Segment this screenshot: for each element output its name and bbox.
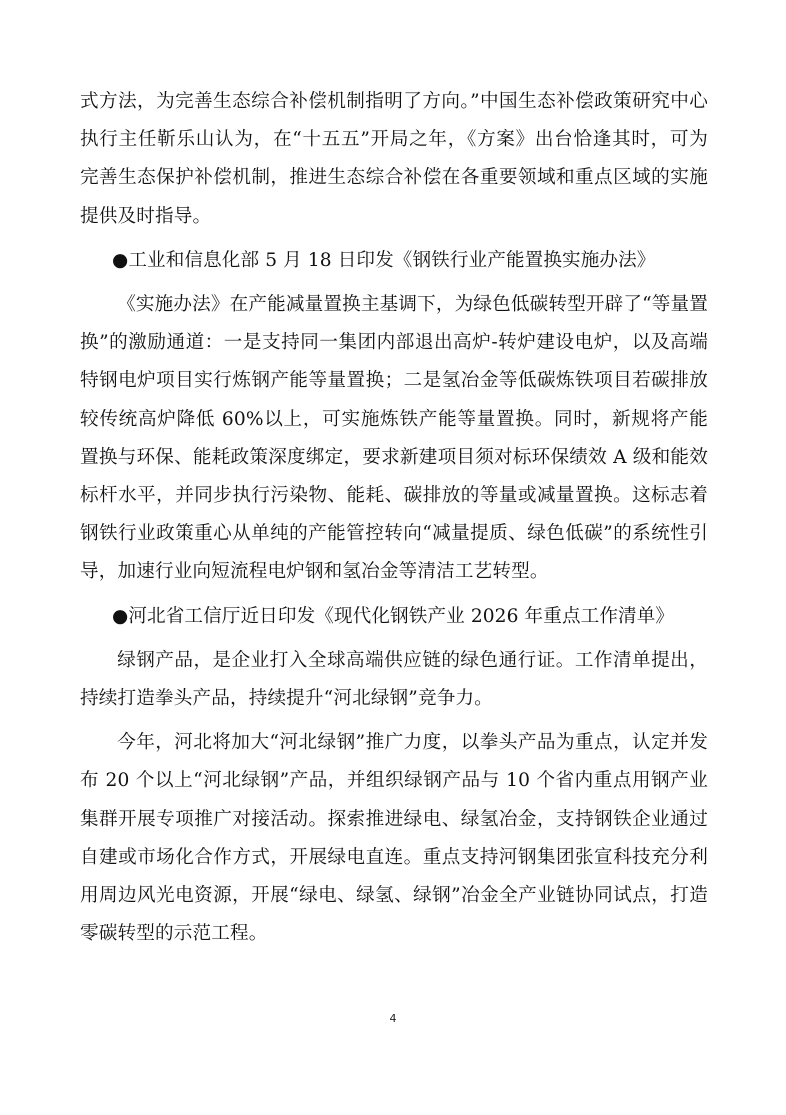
paragraph-hebei-green-steel-promotion: 今年，河北将加大“河北绿钢”推广力度，以拳头产品为重点，认定并发布 20 个以上“河北绿钢”产品，并组织绿钢产品与 10 个省内重点用钢产业集群开展专项推广对接活动。探索推进绿电、绿氢冶金，支持钢铁企业通过自建或市场化合作方式，开展绿电直连。重点支持河钢集团张宣科技充分利用周边风光电资源，开展“绿电、绿氢、绿钢”冶金全产业链协同试点，打造零碳转型的示范工程。	[80, 732, 708, 945]
heading-hebei-steel-worklist: ●河北省工信厅近日印发《现代化钢铁产业 2026 年重点工作清单》	[112, 605, 675, 627]
paragraph-ecological-compensation: 式方法，为完善生态综合补偿机制指明了方向。”中国生态补偿政策研究中心执行主任靳乐山认为，在“十五五”开局之年，《方案》出台恰逢其时，可为完善生态保护补偿机制，推进生态综合补偿在各重要领域和重点区域的实施提供及时指导。	[80, 91, 708, 227]
document-body	[80, 83, 708, 959]
paragraph-capacity-replacement-measures: 《实施办法》在产能减量置换主基调下，为绿色低碳转型开辟了“等量置换”的激励通道：一是支持同一集团内部退出高炉-转炉建设电炉，以及高端特钢电炉项目实行炼钢产能等量置换；二是氢冶金等低碳炼铁项目若碳排放较传统高炉降低 60%以上，可实施炼铁产能等量置换。同时，新规将产能置换与环保、能耗政策深度绑定，要求新建项目须对标环保绩效 A 级和能效标杆水平，并同步执行污染物、能耗、碳排放的等量或减量置换。这标志着钢铁行业政策重心从单纯的产能管控转向“减量提质、绿色低碳”的系统性引导，加速行业向短流程电炉钢和氢冶金等清洁工艺转型。	[80, 294, 708, 583]
heading-miit-steel-capacity: ●工业和信息化部 5 月 18 日印发《钢铁行业产能置换实施办法》	[112, 249, 656, 271]
page-number: 4	[389, 1012, 397, 1025]
paragraph-green-steel-products: 绿钢产品，是企业打入全球高端供应链的绿色通行证。工作清单提出，持续打造拳头产品，持续提升“河北绿钢”竞争力。	[80, 649, 708, 710]
